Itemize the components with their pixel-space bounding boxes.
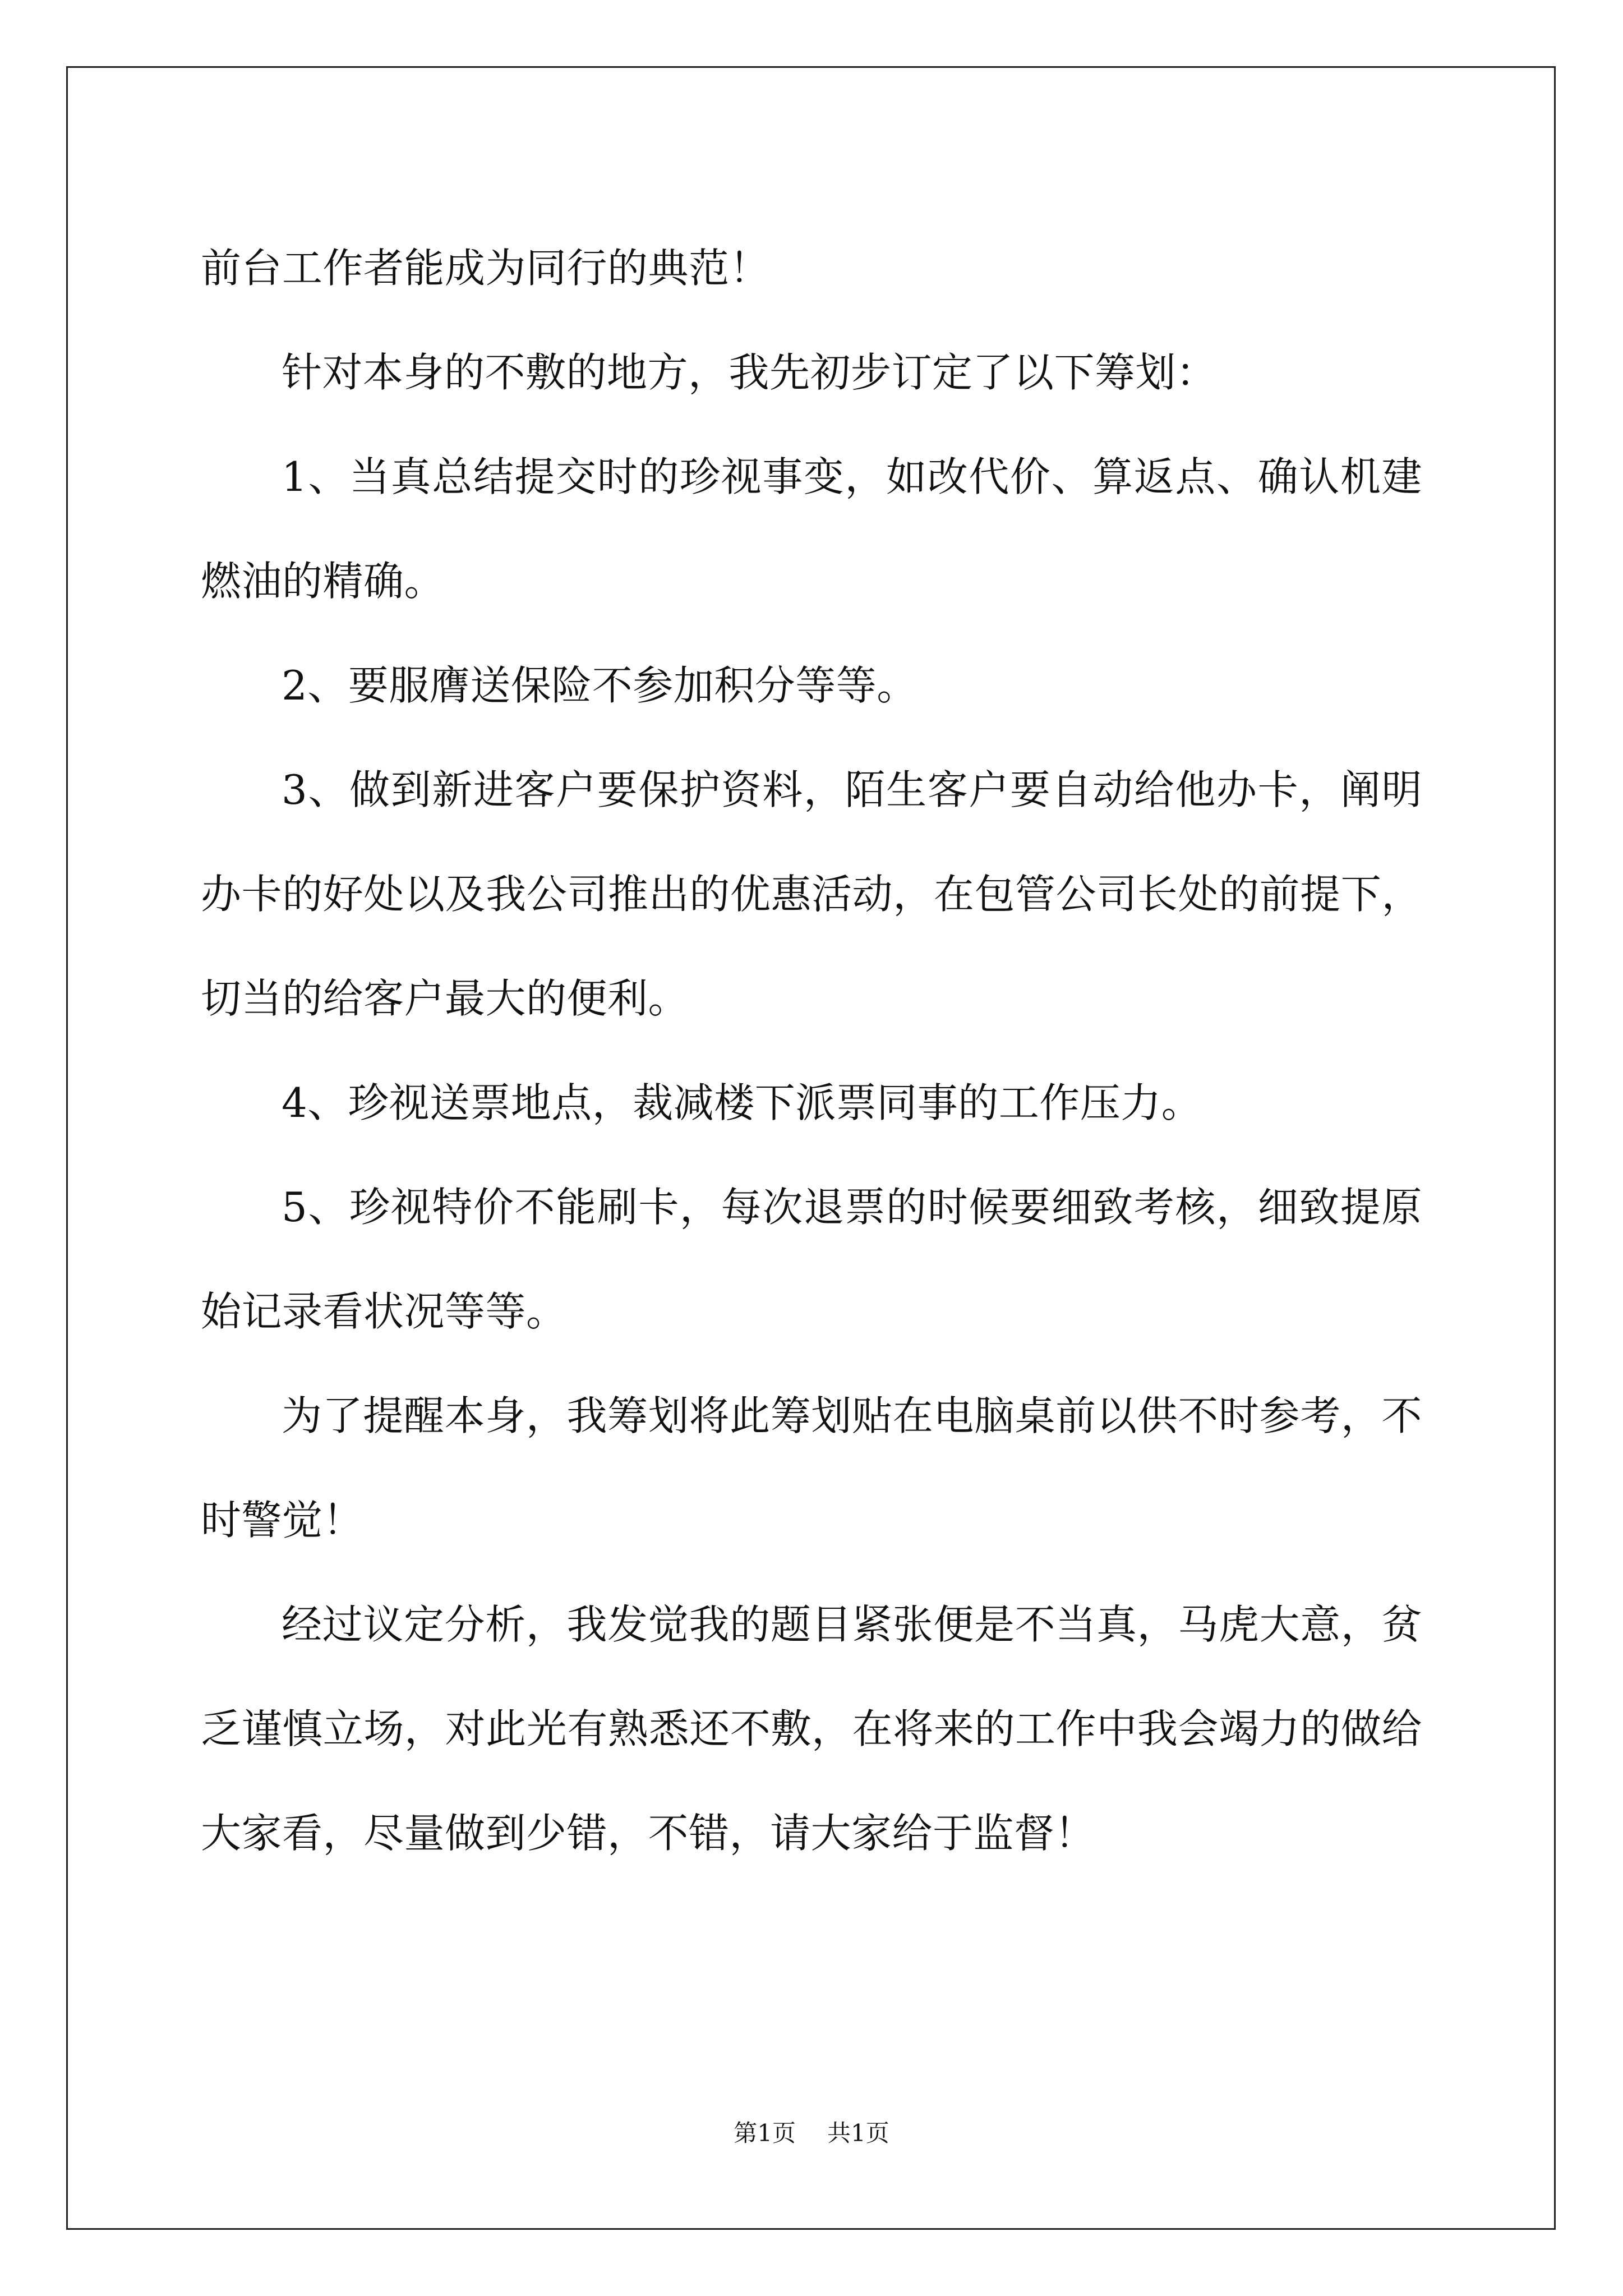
paragraph-5: 3、做到新进客户要保护资料，陌生客户要自动给他办卡，阐明办卡的好处以及我公司推出的优惠活动，在包管公司长处的前提下，切当的给客户最大的便利。 — [201, 766, 1422, 1022]
paragraph-8: 为了提醒本身，我筹划将此筹划贴在电脑桌前以供不时参考，不时警觉！ — [201, 1392, 1422, 1544]
paragraph-7: 5、珍视特价不能刷卡，每次退票的时候要细致考核，细致提原始记录看状况等等。 — [201, 1184, 1422, 1335]
paragraph-4: 2、要服膺送保险不参加积分等等。 — [282, 662, 917, 709]
page-number: 第1页 — [734, 2119, 796, 2147]
paragraph-2: 针对本身的不敷的地方，我先初步订定了以下筹划： — [282, 349, 1217, 396]
document-body — [201, 216, 1422, 1885]
page-footer — [0, 2115, 1623, 2148]
paragraph-9: 经过议定分析，我发觉我的题目紧张便是不当真，马虎大意，贫乏谨慎立场，对此光有熟悉还不敷，在将来的工作中我会竭力的做给大家看，尽量做到少错，不错，请大家给于监督！ — [201, 1601, 1422, 1857]
paragraph-6: 4、珍视送票地点，裁减楼下派票同事的工作压力。 — [282, 1079, 1202, 1126]
paragraph-3: 1、当真总结提交时的珍视事变，如改代价、算返点、确认机建燃油的精确。 — [201, 453, 1422, 605]
paragraph-1: 前台工作者能成为同行的典范！ — [201, 245, 771, 292]
page-total: 共1页 — [827, 2119, 889, 2147]
